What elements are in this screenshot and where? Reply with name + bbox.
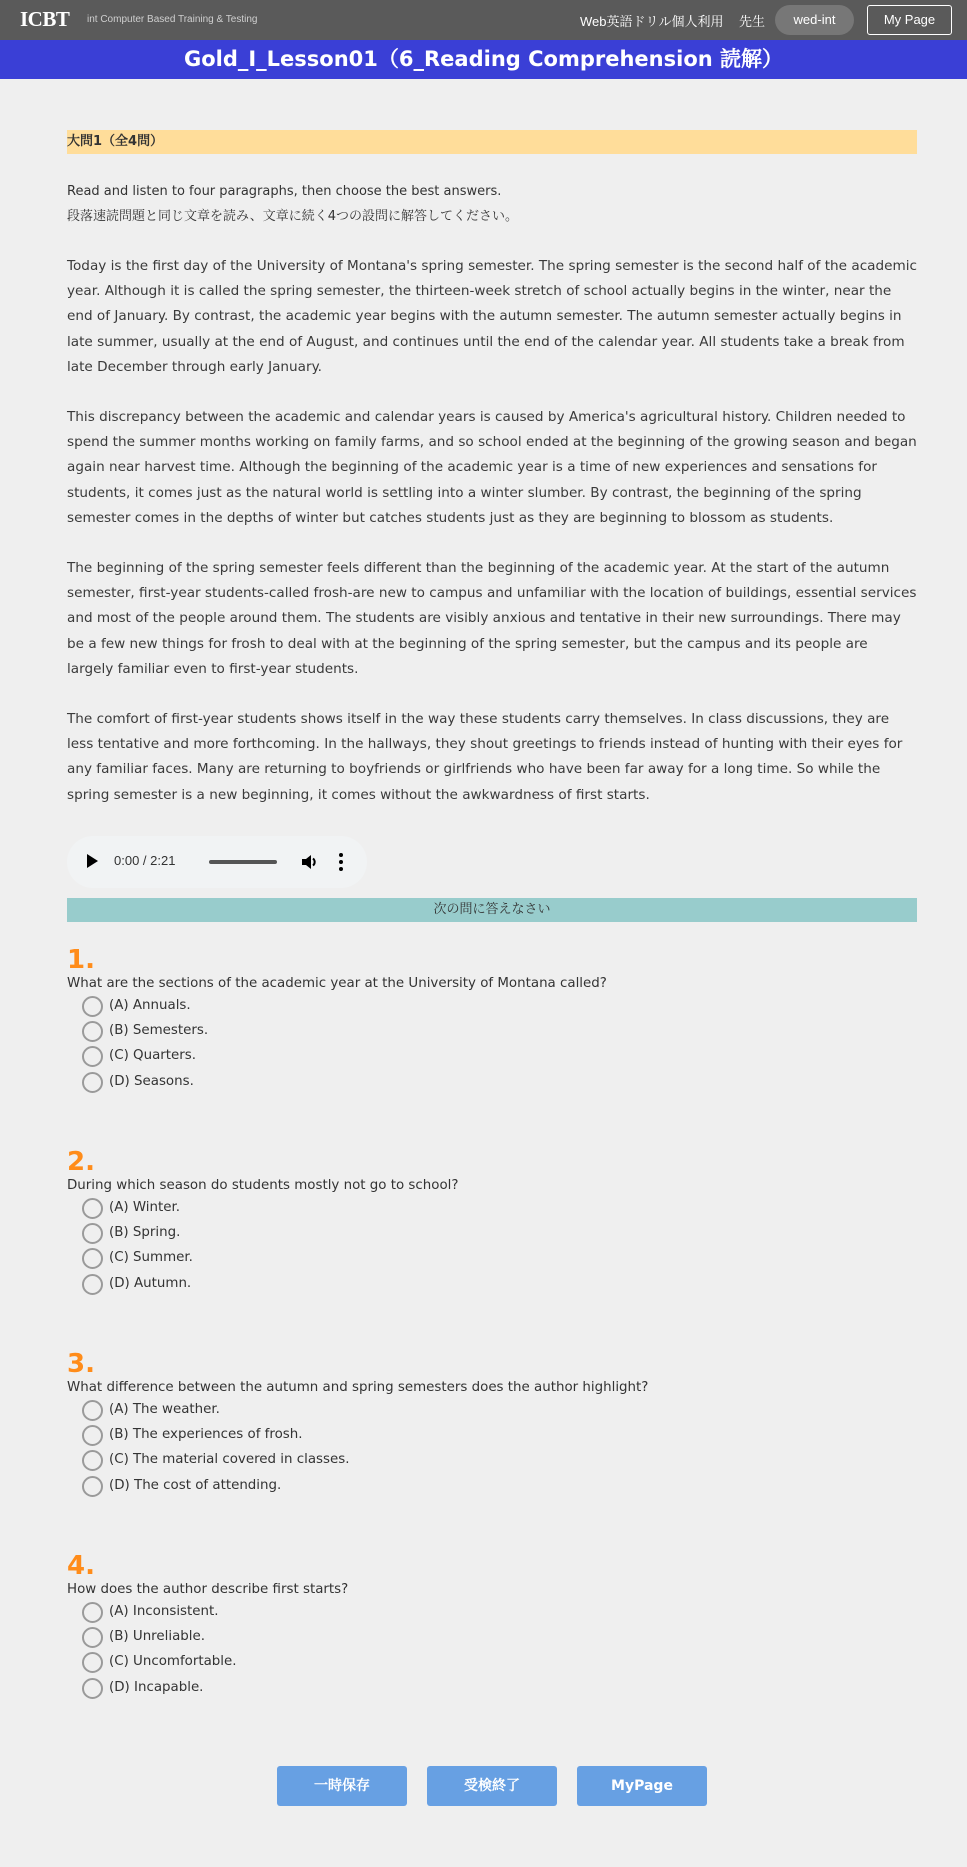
instruction-en: Read and listen to four paragraphs, then choose the best answers. xyxy=(67,184,502,199)
option[interactable] xyxy=(67,1473,917,1498)
option-label[interactable]: (B) Spring. xyxy=(109,1225,181,1241)
option[interactable] xyxy=(67,1195,917,1220)
save-draft-button[interactable]: 一時保存 xyxy=(277,1766,407,1806)
option-label[interactable]: (D) Autumn. xyxy=(109,1275,192,1291)
question-3 xyxy=(67,1349,917,1498)
reading-section xyxy=(67,130,917,808)
option[interactable] xyxy=(67,1447,917,1472)
option[interactable] xyxy=(67,1599,917,1624)
top-nav-bar xyxy=(0,0,967,40)
option-label[interactable]: (A) The weather. xyxy=(109,1402,220,1417)
audio-player[interactable] xyxy=(67,836,367,888)
option-label[interactable]: (B) The experiences of frosh. xyxy=(109,1427,303,1443)
question-number: 4. xyxy=(67,1551,95,1581)
radio-button[interactable] xyxy=(82,1425,103,1446)
radio-button[interactable] xyxy=(82,1223,103,1244)
question-number: 3. xyxy=(67,1349,95,1379)
option-label[interactable]: (D) The cost of attending. xyxy=(109,1477,282,1493)
question-4 xyxy=(67,1551,917,1700)
radio-button[interactable] xyxy=(82,1678,103,1699)
logo: ICBT xyxy=(20,7,70,31)
option[interactable] xyxy=(67,1649,917,1674)
question-text: How does the author describe first starts? xyxy=(67,1582,349,1597)
radio-button[interactable] xyxy=(82,996,103,1017)
option[interactable] xyxy=(67,1422,917,1447)
audio-time: 0:00 / 2:21 xyxy=(114,853,176,868)
question-text: What difference between the autumn and spring semesters does the author highlight? xyxy=(67,1380,649,1395)
username-badge: wed-int xyxy=(775,5,854,35)
radio-button[interactable] xyxy=(82,1198,103,1219)
question-2 xyxy=(67,1147,917,1296)
option[interactable] xyxy=(67,1069,917,1094)
question-text: What are the sections of the academic year at the University of Montana called? xyxy=(67,976,607,991)
passage-paragraph: This discrepancy between the academic and calendar years is caused by America's agricultural history. Children needed to spend the summer months working on family farms, and so school ended at the beginning of the growing season and began again near harvest time. Although the beginning of the academic year is a time of new experiences and sensations for students, it comes just as the natural world is settling into a winter slumber. By contrast, the beginning of the spring semester comes in the depths of winter but catches students just as they are beginning to blossom as students. xyxy=(67,409,917,526)
mypage-button[interactable]: MyPage xyxy=(577,1766,707,1806)
radio-button[interactable] xyxy=(82,1046,103,1067)
audio-progress-slider[interactable] xyxy=(209,860,277,864)
play-icon[interactable] xyxy=(87,854,98,868)
option-label[interactable]: (A) Annuals. xyxy=(109,998,191,1013)
option-label[interactable]: (C) Summer. xyxy=(109,1250,193,1266)
option-label[interactable]: (A) Winter. xyxy=(109,1200,181,1215)
answer-prompt-bar: 次の問に答えなさい xyxy=(67,898,917,922)
finish-test-button[interactable]: 受検終了 xyxy=(427,1766,557,1806)
passage-paragraph: Today is the first day of the University of Montana's spring semester. The spring semester is the second half of the academic year. Although it is called the spring semester, the thirteen-week stretch of school actually begins in the winter, near the end of January. By contrast, the academic year begins with the autumn semester. The autumn semester actually begins in late summer, usually at the end of August, and continues until the end of the calendar year. All students take a break from late December through early January. xyxy=(67,258,917,375)
option[interactable] xyxy=(67,1271,917,1296)
option-label[interactable]: (C) Uncomfortable. xyxy=(109,1654,237,1670)
question-number: 2. xyxy=(67,1147,95,1177)
radio-button[interactable] xyxy=(82,1450,103,1471)
option-label[interactable]: (D) Incapable. xyxy=(109,1679,204,1695)
option[interactable] xyxy=(67,1624,917,1649)
passage-paragraph: The comfort of first-year students shows itself in the way these students carry themselves. In class discussions, they are less tentative and more forthcoming. In the hallways, they shout greetings to friends instead of hunting with their eyes for any familiar faces. Many are returning to boyfriends or girlfriends who have been far away for a long time. So while the spring semester is a new beginning, it comes without the awkwardness of first starts. xyxy=(67,711,903,803)
option[interactable] xyxy=(67,1220,917,1245)
option[interactable] xyxy=(67,1397,917,1422)
logo-subtitle: int Computer Based Training & Testing xyxy=(87,14,258,25)
user-role: 先生 xyxy=(739,14,766,29)
option-label[interactable]: (C) Quarters. xyxy=(109,1048,197,1064)
instructions xyxy=(67,179,917,229)
instruction-ja: 段落速読問題と同じ文章を読み、文章に続く4つの設問に解答してください。 xyxy=(67,209,519,224)
radio-button[interactable] xyxy=(82,1400,103,1421)
option[interactable] xyxy=(67,993,917,1018)
radio-button[interactable] xyxy=(82,1248,103,1269)
option-label[interactable]: (A) Inconsistent. xyxy=(109,1604,219,1619)
section-heading: 大問1（全4問） xyxy=(67,130,917,154)
question-text: During which season do students mostly not go to school? xyxy=(67,1178,459,1193)
radio-button[interactable] xyxy=(82,1652,103,1673)
radio-button[interactable] xyxy=(82,1476,103,1497)
question-number: 1. xyxy=(67,945,95,975)
volume-icon[interactable] xyxy=(300,853,318,871)
option[interactable] xyxy=(67,1043,917,1068)
option-label[interactable]: (B) Unreliable. xyxy=(109,1629,205,1645)
page-title: Gold_I_Lesson01（6_Reading Comprehension 読解） xyxy=(0,40,967,79)
radio-button[interactable] xyxy=(82,1274,103,1295)
option-label[interactable]: (C) The material covered in classes. xyxy=(109,1452,350,1468)
option[interactable] xyxy=(67,1245,917,1270)
radio-button[interactable] xyxy=(82,1627,103,1648)
option-label[interactable]: (D) Seasons. xyxy=(109,1073,194,1089)
user-info: Web英語ドリル個人利用 xyxy=(580,14,724,29)
more-options-icon[interactable] xyxy=(338,852,344,872)
passage-paragraph: The beginning of the spring semester feels different than the beginning of the academic year. At the start of the autumn semester, first-year students-called frosh-are new to campus and unfamiliar with the location of buildings, essential services and most of the people around them. The students are visibly anxious and tentative in their new surroundings. There may be a few new things for frosh to deal with at the beginning of the spring semester, but the campus and its people are largely familiar even to first-year students. xyxy=(67,560,917,677)
radio-button[interactable] xyxy=(82,1602,103,1623)
radio-button[interactable] xyxy=(82,1072,103,1093)
option-label[interactable]: (B) Semesters. xyxy=(109,1023,209,1039)
question-1 xyxy=(67,945,917,1094)
option[interactable] xyxy=(67,1675,917,1700)
my-page-button[interactable]: My Page xyxy=(867,5,952,35)
option[interactable] xyxy=(67,1018,917,1043)
radio-button[interactable] xyxy=(82,1021,103,1042)
